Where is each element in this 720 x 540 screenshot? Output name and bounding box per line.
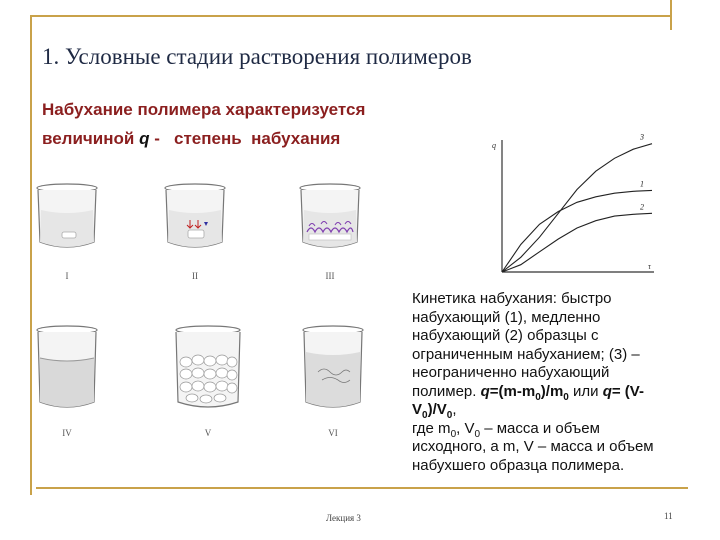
desc-8b: 0: [450, 428, 457, 440]
series-label-1: 1: [640, 179, 644, 189]
series-line-3: [502, 144, 652, 272]
beaker-4: [32, 322, 102, 412]
beaker-label-3: III: [325, 271, 335, 281]
desc-line-4: ограниченным набуханием; (3) –: [412, 345, 640, 363]
frame-bottom-line: [36, 487, 688, 489]
desc-8a: где m: [412, 419, 451, 437]
desc-6f: 0: [563, 391, 569, 403]
desc-7b: 0: [422, 410, 428, 421]
y-axis-label: q: [492, 141, 496, 150]
swelling-kinetics-chart: [478, 128, 668, 283]
beaker-label-1: I: [65, 271, 69, 281]
footer-page-number: 11: [664, 511, 673, 521]
desc-6d: 0: [535, 391, 541, 403]
desc-8e: – масса и объем: [480, 419, 600, 437]
desc-line-2: набухающий (1), медленно: [412, 308, 601, 326]
subtitle-line-2: [42, 129, 340, 149]
series-line-1: [502, 190, 652, 272]
beaker-label-5: V: [204, 428, 212, 438]
desc-line-5: неограниченно набухающий: [412, 364, 610, 381]
desc-line-1: Кинетика набухания: быстро: [412, 290, 612, 307]
desc-line-10: набухшего образца полимера.: [412, 456, 625, 474]
series-label-2: 2: [640, 202, 644, 212]
beaker-1: [32, 180, 102, 252]
desc-7e: ,: [452, 401, 457, 418]
x-axis-label: τ: [648, 262, 651, 271]
subtitle-post: - степень набухания: [149, 129, 341, 148]
desc-6h: q: [602, 382, 612, 400]
beaker-label-2: II: [192, 271, 198, 281]
slide-title: 1. Условные стадии растворения полимеров: [42, 44, 472, 69]
series-line-2: [502, 213, 652, 272]
desc-6a: полимер.: [412, 382, 481, 400]
subtitle-q-symbol: q: [139, 129, 150, 148]
desc-line-3: набухающий (2) образцы с: [412, 327, 599, 344]
beaker-label-6: VI: [328, 428, 338, 438]
desc-7a: V: [412, 401, 423, 418]
subtitle-line-1: Набухание полимера характеризуется: [42, 100, 366, 119]
desc-8c: , V: [456, 419, 475, 437]
desc-line-9: исходного, а m, V – масса и объем: [412, 438, 654, 455]
beaker-6: [298, 322, 368, 412]
desc-6e: )/m: [540, 382, 564, 400]
subtitle-pre: величиной: [42, 129, 140, 148]
desc-6b: q: [480, 382, 490, 400]
desc-7d: 0: [446, 410, 453, 421]
beaker-5: [170, 322, 246, 412]
kinetics-description: [412, 290, 692, 475]
desc-6i: = (V-: [611, 382, 644, 400]
beaker-label-4: IV: [62, 428, 72, 438]
beaker-3: [295, 180, 365, 252]
desc-8d: 0: [474, 428, 481, 440]
frame-right-line: [670, 0, 672, 30]
footer-lecture: Лекция 3: [326, 513, 361, 523]
desc-7c: )/V: [427, 401, 447, 418]
series-label-3: 3: [640, 132, 644, 142]
desc-6c: =(m-m: [489, 382, 536, 400]
desc-line-6: [412, 383, 692, 402]
beaker-2: [160, 180, 230, 252]
frame-left-line: [30, 15, 32, 495]
desc-line-7: [412, 401, 692, 420]
desc-line-8: [412, 420, 692, 439]
desc-6g: или: [568, 382, 603, 400]
frame-top-line: [30, 15, 670, 17]
